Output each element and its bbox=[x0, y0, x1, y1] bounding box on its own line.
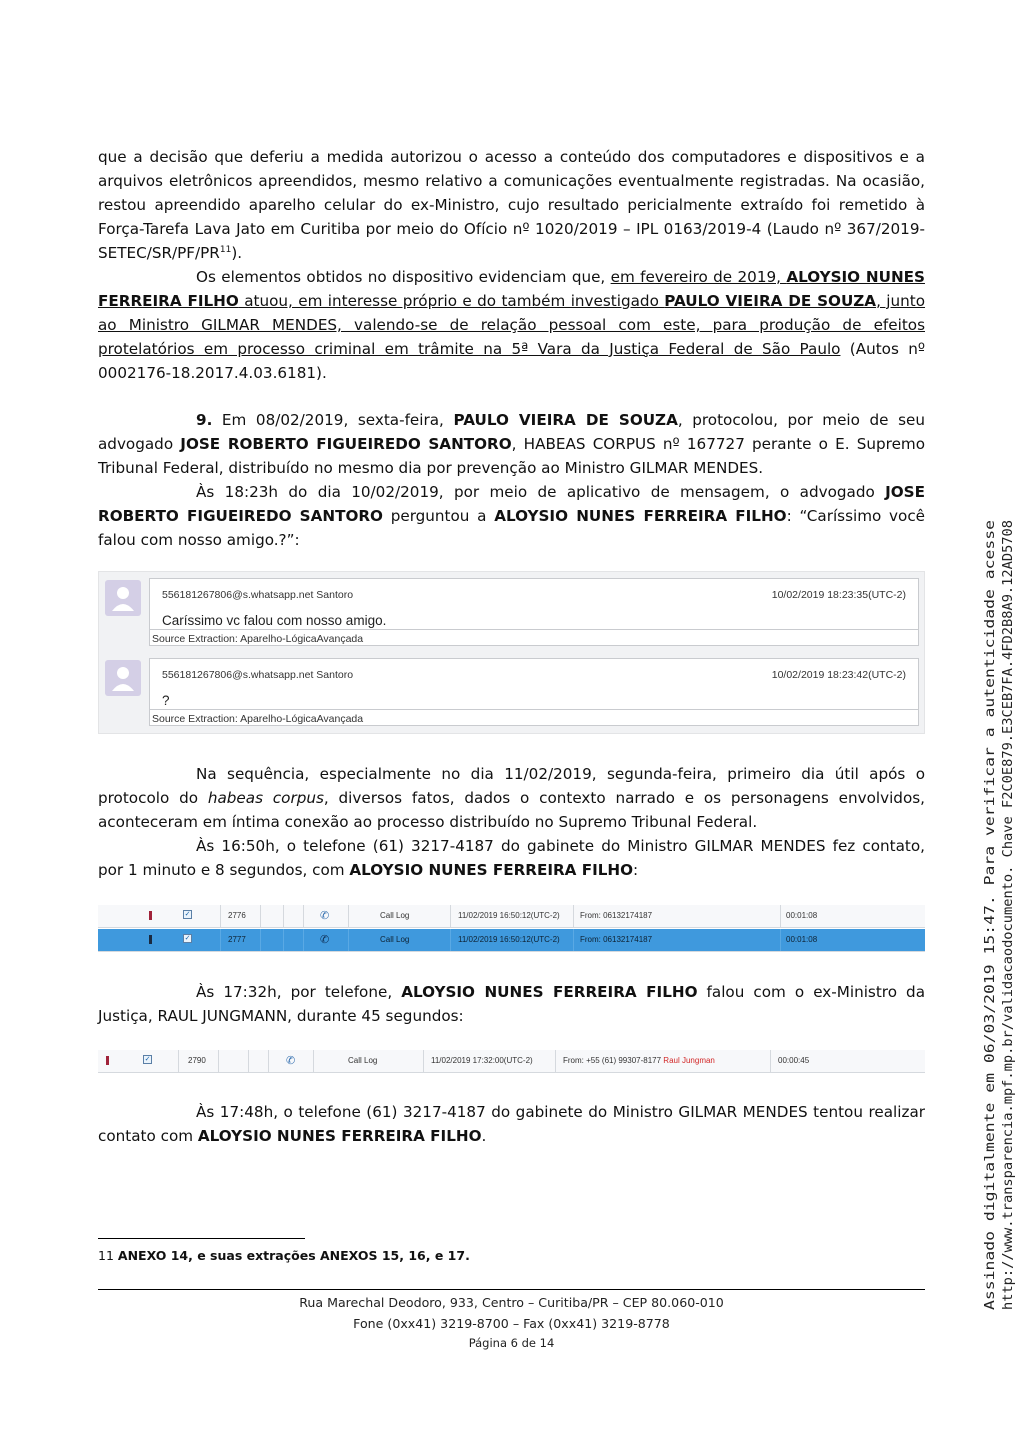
message-bubble bbox=[149, 578, 919, 646]
call-log-table-1 bbox=[98, 905, 925, 951]
footnote-text: ANEXO 14, e suas extrações ANEXOS 15, 16, e 17. bbox=[117, 1248, 470, 1263]
paragraph-5: Na sequência, especialmente no dia 11/02/2019, segunda-feira, primeiro dia útil após o protocolo do habeas corpus, diversos fatos, dados o contexto narrado e os personagens envolvidos, aconteceram em íntima conexão ao processo distribuído no Supremo Tribunal Federal. bbox=[98, 765, 925, 831]
message-time: 10/02/2019 18:23:35(UTC-2) bbox=[771, 589, 906, 601]
record-marker-icon bbox=[149, 935, 152, 944]
record-marker-icon bbox=[106, 1056, 109, 1065]
message-text: ? bbox=[162, 693, 170, 708]
call-duration: 00:01:08 bbox=[786, 911, 818, 920]
call-type: Call Log bbox=[348, 1056, 378, 1065]
call-duration: 00:00:45 bbox=[778, 1056, 810, 1065]
footer-divider bbox=[98, 1289, 925, 1290]
paragraph-1: que a decisão que deferiu a medida autorizou o acesso a conteúdo dos computadores e dispositivos e a arquivos eletrônicos apreendidos, mesmo relativo a comunicações eventualmente registradas. Na ocasião, restou apreendido aparelho celular do ex-Ministro, cujo resultado pericialmente extraído foi remetido à Força-Tarefa Lava Jato em Curitiba por meio do Ofício nº 1020/2019 – IPL 0163/2019-4 (Laudo nº 367/2019-SETEC/SR/PF/PR$^{11}$). bbox=[98, 148, 925, 262]
signature-line-1: Assinado digitalmente em 06/03/2019 15:47. Para verificar a autenticidade acesse bbox=[983, 669, 998, 1310]
page-number: Página 6 de 14 bbox=[468, 1336, 555, 1350]
message-sender: 556181267806@s.whatsapp.net Santoro bbox=[162, 589, 354, 601]
message-source: Source Extraction: Aparelho-LógicaAvançada bbox=[152, 633, 364, 645]
message-source: Source Extraction: Aparelho-LógicaAvançada bbox=[152, 713, 364, 725]
checkbox[interactable]: ✓ bbox=[184, 911, 191, 918]
paragraph-2: Os elementos obtidos no dispositivo evidenciam que, em fevereiro de 2019, ALOYSIO NUNES FERREIRA FILHO atuou, em interesse próprio e do também investigado PAULO VIEIRA DE SOUZA, junto ao Ministro GILMAR MENDES, valendo-se de relação pessoal com este, para produção de efeitos protelatórios em processo criminal em trâmite na 5ª Vara da Justiça Federal de São Paulo (Autos nº 0002176-18.2017.4.03.6181). bbox=[98, 268, 926, 382]
avatar-icon bbox=[105, 660, 141, 696]
table-row-selected[interactable] bbox=[98, 929, 925, 952]
call-type: Call Log bbox=[380, 935, 410, 944]
message-item bbox=[105, 654, 919, 728]
footer-address: Rua Marechal Deodoro, 933, Centro – Curitiba/PR – CEP 80.060-010 bbox=[299, 1295, 724, 1310]
whatsapp-extraction bbox=[98, 571, 925, 734]
message-bubble bbox=[149, 658, 919, 726]
footer-phone: Fone (0xx41) 3219-8700 – Fax (0xx41) 3219-8778 bbox=[353, 1316, 670, 1331]
message-text: Caríssimo vc falou com nosso amigo. bbox=[162, 613, 387, 628]
footnote-number: 11 bbox=[98, 1248, 114, 1263]
message-time: 10/02/2019 18:23:42(UTC-2) bbox=[771, 669, 906, 681]
digital-signature bbox=[976, 510, 1016, 1310]
paragraph-7: Às 17:32h, por telefone, ALOYSIO NUNES FERREIRA FILHO falou com o ex-Ministro da Justiça, RAUL JUNGMANN, durante 45 segundos: bbox=[98, 983, 926, 1025]
call-time: 11/02/2019 16:50:12(UTC-2) bbox=[458, 935, 560, 944]
call-type: Call Log bbox=[380, 911, 410, 920]
message-item bbox=[105, 574, 919, 648]
incoming-call-icon: ✆ bbox=[320, 934, 330, 946]
incoming-call-icon: ✆ bbox=[320, 910, 330, 922]
call-time: 11/02/2019 16:50:12(UTC-2) bbox=[458, 911, 560, 920]
call-from: From: 06132174187 bbox=[580, 911, 653, 920]
footnote-ref[interactable]: 11 bbox=[219, 244, 232, 255]
incoming-call-icon: ✆ bbox=[286, 1055, 296, 1067]
table-row[interactable] bbox=[98, 905, 925, 928]
call-id: 2790 bbox=[188, 1056, 206, 1065]
checkbox[interactable]: ✓ bbox=[144, 1056, 151, 1063]
avatar-icon bbox=[105, 580, 141, 616]
message-sender: 556181267806@s.whatsapp.net Santoro bbox=[162, 669, 354, 681]
paragraph-6: Às 16:50h, o telefone (61) 3217-4187 do gabinete do Ministro GILMAR MENDES fez contato, por 1 minuto e 8 segundos, com ALOYSIO NUNES FERREIRA FILHO: bbox=[98, 837, 925, 879]
call-duration: 00:01:08 bbox=[786, 935, 818, 944]
call-from: From: 06132174187 bbox=[580, 935, 653, 944]
table-row[interactable] bbox=[98, 1050, 925, 1073]
paragraph-4: Às 18:23h do dia 10/02/2019, por meio de aplicativo de mensagem, o advogado JOSE ROBERTO FIGUEIREDO SANTORO perguntou a ALOYSIO NUNES FERREIRA FILHO: “Caríssimo você falou com nosso amigo.?”: bbox=[98, 483, 926, 549]
record-marker-icon bbox=[149, 911, 152, 920]
footnote bbox=[98, 1248, 470, 1263]
contact-name: Raul Jungman bbox=[663, 1056, 715, 1065]
signature-line-2: http://www.transparencia.mpf.mp.br/validacaodocumento. Chave F2C0E879.E3CEB7FA.4FD2B8A9.12AD5708 bbox=[1001, 541, 1016, 1310]
call-from: From: +55 (61) 99307-8177 Raul Jungman bbox=[563, 1056, 715, 1065]
call-id: 2777 bbox=[228, 935, 246, 944]
divider bbox=[150, 629, 918, 630]
call-id: 2776 bbox=[228, 911, 246, 920]
call-time: 11/02/2019 17:32:00(UTC-2) bbox=[431, 1056, 533, 1065]
call-log-table-2 bbox=[98, 1050, 925, 1074]
checkbox[interactable]: ✓ bbox=[184, 935, 191, 942]
footnote-divider bbox=[98, 1238, 305, 1239]
paragraph-8: Às 17:48h, o telefone (61) 3217-4187 do gabinete do Ministro GILMAR MENDES tentou realizar contato com ALOYSIO NUNES FERREIRA FILHO. bbox=[98, 1103, 925, 1145]
divider bbox=[150, 709, 918, 710]
paragraph-3: 9. Em 08/02/2019, sexta-feira, PAULO VIEIRA DE SOUZA, protocolou, por meio de seu advogado JOSE ROBERTO FIGUEIREDO SANTORO, HABEAS CORPUS nº 167727 perante o E. Supremo Tribunal Federal, distribuído no mesmo dia por prevenção ao Ministro GILMAR MENDES. bbox=[98, 411, 926, 477]
